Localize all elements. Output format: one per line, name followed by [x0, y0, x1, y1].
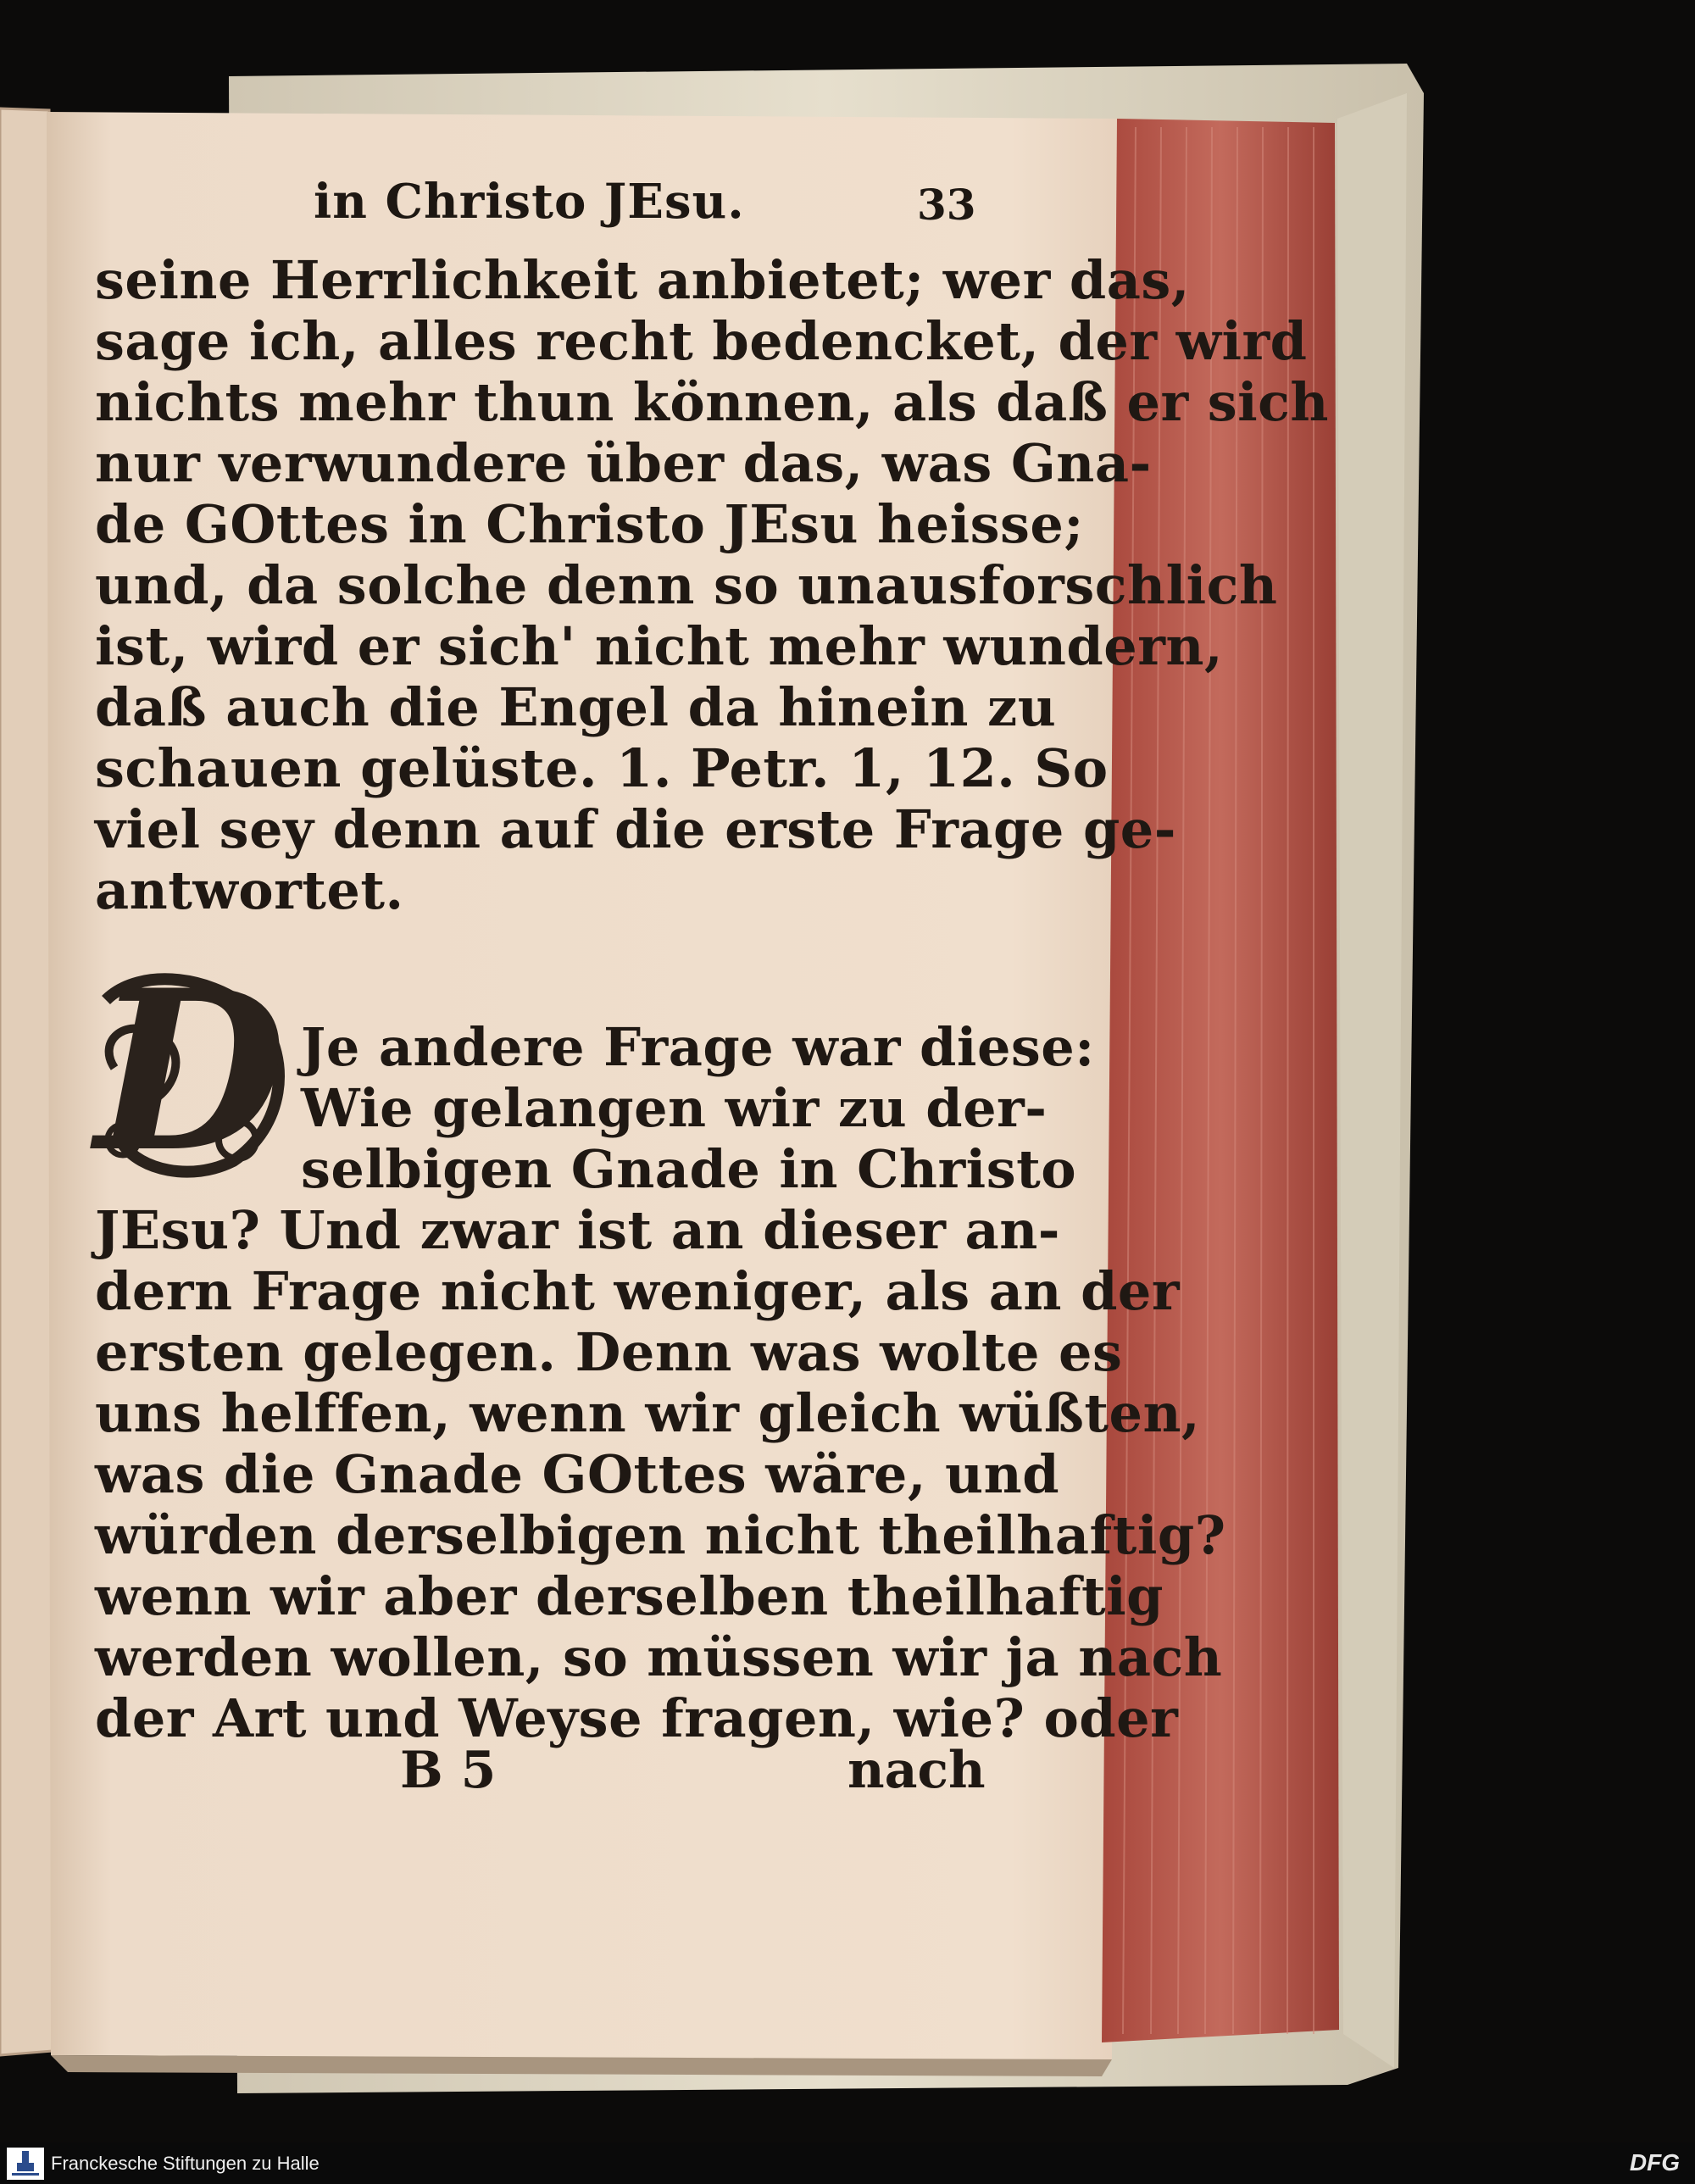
text-line: de GOttes in Christo JEsu heisse;	[95, 493, 1084, 555]
text-line: nichts mehr thun können, als daß er sich	[95, 371, 1329, 433]
page-number: 33	[917, 180, 976, 230]
signature-mark: B 5	[400, 1741, 497, 1800]
text-line: JEsu? Und zwar ist an dieser an-	[95, 1199, 1061, 1261]
text-line: was die Gnade GOttes wäre, und	[95, 1443, 1060, 1505]
text-line: dern Frage nicht weniger, als an der	[95, 1260, 1181, 1322]
text-line: der Art und Weyse fragen, wie? oder	[95, 1687, 1179, 1749]
drop-cap-letter: D	[95, 942, 286, 1201]
text-line: nur verwundere über das, was Gna-	[95, 432, 1152, 494]
text-line: schauen gelüste. 1. Petr. 1, 12. So	[95, 737, 1109, 799]
text-line: würden derselbigen nicht theilhaftig?	[95, 1504, 1226, 1566]
text-line: Je andere Frage war diese:	[301, 1016, 1095, 1078]
catchword: nach	[848, 1741, 986, 1800]
text-line: daß auch die Engel da hinein zu	[95, 676, 1057, 738]
institution-logo-icon	[7, 2148, 44, 2180]
text-line: wenn wir aber derselben theilhaftig	[95, 1565, 1164, 1627]
text-line: ersten gelegen. Denn was wolte es	[95, 1321, 1123, 1383]
text-line: seine Herrlichkeit anbietet; wer das,	[95, 249, 1190, 311]
dfg-logo: DFG	[1629, 2149, 1680, 2176]
text-line: ist, wird er sich' nicht mehr wundern,	[95, 615, 1224, 677]
text-line: sage ich, alles recht bedencket, der wird	[95, 310, 1308, 372]
running-head: in Christo JEsu.	[314, 174, 745, 230]
left-page-edge	[0, 108, 53, 2055]
institution-name: Franckesche Stiftungen zu Halle	[51, 2153, 320, 2174]
text-line: antwortet.	[95, 859, 404, 921]
text-line: uns helffen, wenn wir gleich wüßten,	[95, 1382, 1201, 1444]
text-line: werden wollen, so müssen wir ja nach	[95, 1626, 1223, 1688]
text-line: selbigen Gnade in Christo	[301, 1138, 1077, 1200]
text-line: Wie gelangen wir zu der-	[301, 1077, 1048, 1139]
text-line: viel sey denn auf die erste Frage ge-	[95, 798, 1176, 860]
text-line: und, da solche denn so unausforschlich	[95, 554, 1278, 616]
footer-bar	[0, 2142, 1695, 2184]
drop-cap	[89, 942, 292, 1201]
